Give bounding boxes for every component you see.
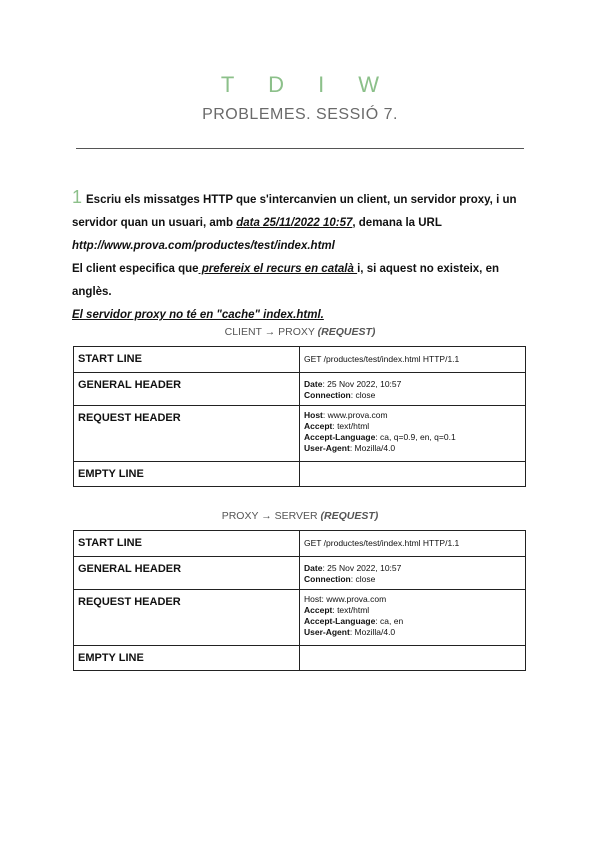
problem-date: data 25/11/2022 10:57 [236,217,353,229]
row-value: Host: www.prova.com Accept: text/html Accept-Language: ca, q=0.9, en, q=0.1 User-Agent: Mozilla/4.0 [300,406,526,462]
row-label: START LINE [74,347,300,373]
caption-emphasis: (REQUEST) [320,510,379,522]
row-label: REQUEST HEADER [74,406,300,462]
row-value [300,646,526,671]
table-row-empty-line [74,646,526,671]
problem-line-2 [72,212,532,235]
table-row-request-header [74,590,526,646]
row-label: EMPTY LINE [74,646,300,671]
table-caption-client-proxy [0,326,600,338]
caption-text: CLIENT → PROXY [224,326,318,338]
problem-line-1 [72,186,532,212]
row-value: GET /productes/test/index.html HTTP/1.1 [300,531,526,557]
row-label: GENERAL HEADER [74,557,300,590]
table-row-general-header [74,373,526,406]
caption-text: PROXY → SERVER [221,510,321,522]
problem-text-4b: i, si aquest no existeix, en anglès. [72,263,499,298]
problem-line-5: El servidor proxy no té en "cache" index.html. [72,309,324,321]
table-row-request-header [74,406,526,462]
problem-statement [72,186,532,327]
problem-text-2a: servidor quan un usuari, amb [72,217,237,229]
row-label: EMPTY LINE [74,462,300,487]
row-label: REQUEST HEADER [74,590,300,646]
problem-text-2b: , demana la URL [352,217,442,229]
row-value: Date: 25 Nov 2022, 10:57 Connection: close [300,557,526,590]
row-value: Date: 25 Nov 2022, 10:57 Connection: close [300,373,526,406]
table-client-proxy [73,346,526,487]
document-title: T D I W [220,72,394,97]
table-caption-proxy-server [0,510,600,522]
row-value: Host: www.prova.com Accept: text/html Accept-Language: ca, en User-Agent: Mozilla/4.0 [300,590,526,646]
row-label: GENERAL HEADER [74,373,300,406]
table-proxy-server [73,530,526,671]
problem-number: 1 [72,187,83,207]
problem-line-4 [72,258,532,304]
problem-url: http://www.prova.com/productes/test/index.html [72,240,335,252]
table-row-start-line [74,531,526,557]
row-value [300,462,526,487]
caption-emphasis: (REQUEST) [317,326,376,338]
header-divider [76,148,524,149]
problem-text-1: Escriu els missatges HTTP que s'intercanvien un client, un servidor proxy, i un [86,194,517,206]
table-row-empty-line [74,462,526,487]
row-label: START LINE [74,531,300,557]
problem-text-4a: El client especifica que [72,263,199,275]
row-value: GET /productes/test/index.html HTTP/1.1 [300,347,526,373]
table-row-general-header [74,557,526,590]
table-row-start-line [74,347,526,373]
problem-text-4em: prefereix el recurs en català [198,263,358,275]
document-subtitle: PROBLEMES. SESSIÓ 7. [202,106,398,123]
